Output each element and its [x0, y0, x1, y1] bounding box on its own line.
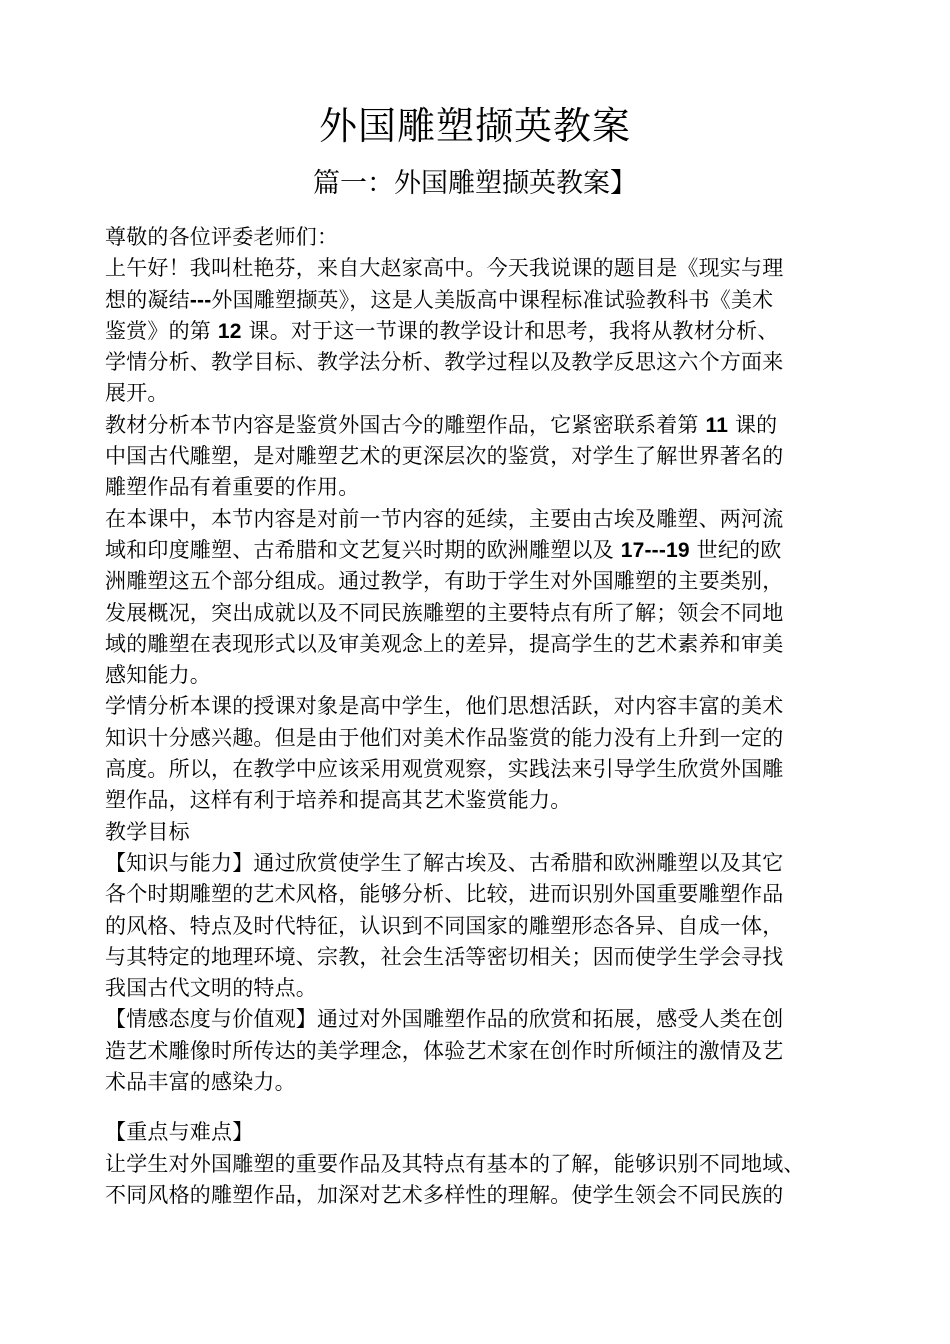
text-line: 雕塑作品有着重要的作用。: [105, 475, 360, 500]
text-line: 学情分析本课的授课对象是高中学生，他们思想活跃，对内容丰富的美术: [105, 694, 784, 719]
text-line: 【情感态度与价值观】通过对外国雕塑作品的欣赏和拓展，感受人类在创: [105, 1007, 784, 1032]
text-line: 塑作品，这样有利于培养和提高其艺术鉴赏能力。: [105, 788, 572, 813]
text-line: 不同风格的雕塑作品，加深对艺术多样性的理解。使学生领会不同民族的: [105, 1182, 784, 1207]
text-line: 域的雕塑在表现形式以及审美观念上的差异，提高学生的艺术素养和审美: [105, 631, 784, 656]
text-line: 洲雕塑这五个部分组成。通过教学，有助于学生对外国雕塑的主要类别，: [105, 569, 784, 594]
text-line: 域和印度雕塑、古希腊和文艺复兴时期的欧洲雕塑以及 17---19 世纪的欧: [105, 537, 782, 562]
section-heading: 【重点与难点】: [105, 1120, 254, 1145]
text-line: 我国古代文明的特点。: [105, 976, 317, 1001]
text-line: 让学生对外国雕塑的重要作品及其特点有基本的了解，能够识别不同地域、: [105, 1151, 805, 1176]
text-line: 在本课中，本节内容是对前一节内容的延续，主要由古埃及雕塑、两河流: [105, 506, 784, 531]
text-line: 尊敬的各位评委老师们：: [105, 225, 339, 249]
text-line: 中国古代雕塑，是对雕塑艺术的更深层次的鉴赏，对学生了解世界著名的: [105, 444, 784, 469]
text-line: 与其特定的地理环境、宗教，社会生活等密切相关；因而使学生学会寻找: [105, 944, 784, 969]
text-line: 高度。所以，在教学中应该采用观赏观察，实践法来引导学生欣赏外国雕: [105, 757, 784, 782]
text-line: 鉴赏》的第 12 课。对于这一节课的教学设计和思考，我将从教材分析、: [105, 318, 779, 343]
text-line: 想的凝结---外国雕塑撷英》，这是人美版高中课程标准试验教科书《美术: [105, 287, 774, 312]
text-line: 知识十分感兴趣。但是由于他们对美术作品鉴赏的能力没有上升到一定的: [105, 725, 784, 750]
text-line: 各个时期雕塑的艺术风格，能够分析、比较，进而识别外国重要雕塑作品: [105, 882, 784, 907]
text-line: 教材分析本节内容是鉴赏外国古今的雕塑作品，它紧密联系着第 11 课的: [105, 412, 778, 437]
text-line: 学情分析、教学目标、教学法分析、教学过程以及教学反思这六个方面来: [105, 350, 784, 375]
document-subtitle: 篇一：外国雕塑撷英教案】: [313, 168, 637, 199]
text-line: 【知识与能力】通过欣赏使学生了解古埃及、古希腊和欧洲雕塑以及其它: [105, 850, 784, 875]
text-line: 教学目标: [105, 819, 190, 844]
text-line: 的风格、特点及时代特征，认识到不同国家的雕塑形态各异、自成一体，: [105, 913, 784, 938]
text-line: 造艺术雕像时所传达的美学理念，体验艺术家在创作时所倾注的激情及艺: [105, 1038, 784, 1063]
document-body: [105, 222, 857, 1211]
text-line: 展开。: [105, 381, 169, 406]
document-title: 外国雕塑撷英教案: [318, 104, 631, 148]
text-line: 感知能力。: [105, 663, 211, 688]
text-line: 发展概况，突出成就以及不同民族雕塑的主要特点有所了解；领会不同地: [105, 600, 784, 625]
text-line: 术品丰富的感染力。: [105, 1070, 296, 1095]
text-line: 上午好！我叫杜艳芬，来自大赵家高中。今天我说课的题目是《现实与理: [105, 256, 784, 281]
